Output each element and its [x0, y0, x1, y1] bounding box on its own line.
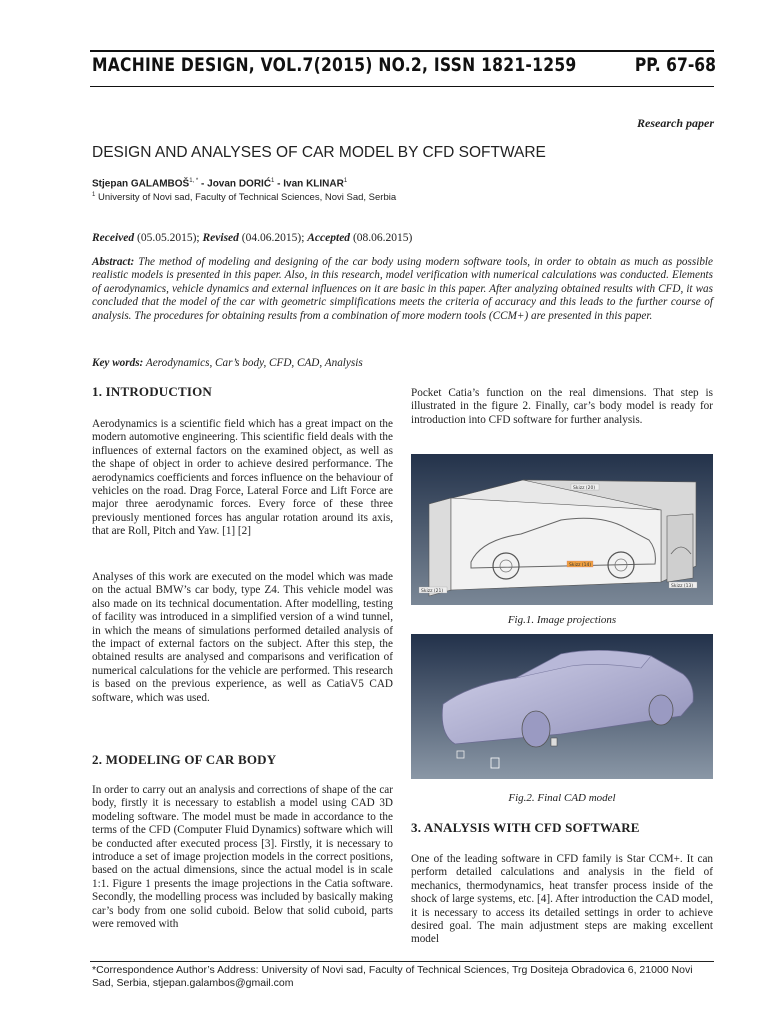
- keywords: [92, 357, 363, 369]
- section-introduction-title: 1. INTRODUCTION: [92, 384, 213, 399]
- abstract: [92, 256, 713, 323]
- final-cad-model-illustration: [411, 634, 713, 779]
- correspondence-footnote: *Correspondence Author’s Address: University of Novi sad, Faculty of Technical Sciences, Trg Dositeja Obradovica 6, 21000 Novi Sad, Serbia, stjepan.galambos@gmail.com: [92, 964, 693, 989]
- author-1-sup: 1, *: [189, 178, 199, 184]
- cfd-paragraph-1: One of the leading software in CFD family is Star CCM+. It can perform detailed calculations and analysis in the field of mechanics, thermodynamics, heat transfer process inside of the shock of large systems, etc. [4]. After introduction the CAD model, it is necessary to access its detailed settings in order to achieve desired goal. The main adjustment steps are making excellent model: [411, 853, 713, 946]
- modeling-paragraph-continued: Pocket Catia’s function on the real dimensions. That step is illustrated in the figure 2. Finally, car’s body model is ready for introduction into CFD software for further analysis.: [411, 387, 713, 426]
- section-cfd-title: 3. ANALYSIS WITH CFD SOFTWARE: [411, 820, 640, 835]
- figure-2-caption: Fig.2. Final CAD model: [508, 792, 616, 804]
- figure-1-caption: Fig.1. Image projections: [507, 614, 617, 626]
- abstract-label: Abstract:: [92, 256, 135, 268]
- header-rule-bottom: [90, 86, 714, 87]
- author-list: [92, 178, 347, 189]
- image-projections-illustration: [411, 454, 713, 605]
- fig1-label-top: Skizz (20): [573, 486, 596, 491]
- paper-type: Research paper: [637, 116, 714, 130]
- figure-2-image: [411, 634, 713, 779]
- keywords-label: Key words:: [92, 357, 144, 369]
- affiliation-text: University of Novi sad, Faculty of Technical Sciences, Novi Sad, Serbia: [97, 192, 397, 204]
- author-3: Ivan KLINAR: [283, 178, 344, 190]
- affiliation-sup: 1: [92, 192, 96, 198]
- introduction-paragraph-1: Aerodynamics is a scientific field which has a great impact on the modern automotive engineering. This scientific field deals with the influences of external factors on the examined object, as well as the shape of object in order to achieve desired performance. The aerodynamics coefficients and forces influence on the behaviour of vehicles on the road. Drag Force, Lateral Force and Lift Force are major three aerodynamic forces. Every force of these three previously mentioned forces has angular rotation around its axis, that are Roll, Pitch and Yaw. [1] [2]: [92, 418, 393, 538]
- modeling-paragraph-1: In order to carry out an analysis and corrections of shape of the car body, firstly it is necessary to establish a model using CAD 3D modeling software. The model must be made in accordance to the terms of the CFD (Computer Fluid Dynamics) software which will be conducted after executed process [3]. Firstly, it is necessary to introduce a set of image projection models in the correct positions, based on the actual dimensions, since the actual model is in scale 1:1. Figure 1 presents the image projections in the Catia software. Secondly, the modelling process was included by basically making car’s body from one solid cuboid. Below that solid cuboid, parts were removed with: [92, 784, 393, 931]
- received-label: Received: [92, 232, 135, 244]
- author-2-sup: 1: [271, 178, 275, 184]
- affiliation: [92, 192, 396, 203]
- author-1: Stjepan GALAMBOŠ: [92, 178, 190, 190]
- page-range: PP. 67-68: [634, 54, 716, 76]
- section-modeling-title: 2. MODELING OF CAR BODY: [92, 752, 277, 767]
- revised-label: Revised: [202, 232, 239, 244]
- paper-title: DESIGN AND ANALYSES OF CAR MODEL BY CFD SOFTWARE: [92, 144, 546, 161]
- author-3-sup: 1: [343, 178, 348, 184]
- header-rule-top: [90, 50, 714, 52]
- abstract-text: The method of modeling and designing of the car body using modern software tools, in order to obtain as much as possible realistic models is presented in this paper. Also, in this research, model verification with numerical calculations was conducted. Elements of aerodynamics, vehicle dynamics and external influences on it are basic in this paper. After analyzing obtained results with CFD, it was concluded that the model of the car with geometric simplifications meets the criteria of accuracy and this leads to the further course of analysis. The procedures for obtaining results from a combination of more modern tools (CCM+) are presented in this paper.: [92, 256, 713, 322]
- introduction-paragraph-2: Analyses of this work are executed on the model which was made on the actual BMW’s car body, type Z4. This vehicle model was also made on its technical documentation. After modelling, testing of facility was introduced in a simplified version of a wind tunnel, in which the means of simulations performed detailed analysis of the impact of external factors on the subject. After this step, the obtained results are analysed and comparisons and verification of numerical calculations for the vehicle are performed. This research is based on the previous experience, as well as CatiaV5 CAD software, which was used.: [92, 571, 393, 704]
- accepted-label: Accepted: [307, 232, 351, 244]
- author-2: Jovan DORIĆ: [207, 178, 272, 190]
- keywords-text: Aerodynamics, Car’s body, CFD, CAD, Analysis: [143, 357, 363, 369]
- fig1-label-center: Skizz (14): [569, 563, 592, 568]
- accepted-date: (08.06.2015): [350, 232, 413, 244]
- received-date: (05.05.2015);: [134, 232, 203, 244]
- figure-1-image: [411, 454, 713, 605]
- fig1-label-right: Skizz (13): [671, 584, 694, 589]
- author-sep: -: [274, 178, 284, 190]
- footnote-rule: [90, 961, 714, 962]
- journal-title: MACHINE DESIGN, VOL.7(2015) NO.2, ISSN 1821-1259: [92, 54, 577, 76]
- article-dates: [92, 232, 412, 244]
- author-sep: -: [198, 178, 208, 190]
- fig1-label-left: Skizz (21): [421, 589, 444, 594]
- revised-date: (04.06.2015);: [238, 232, 308, 244]
